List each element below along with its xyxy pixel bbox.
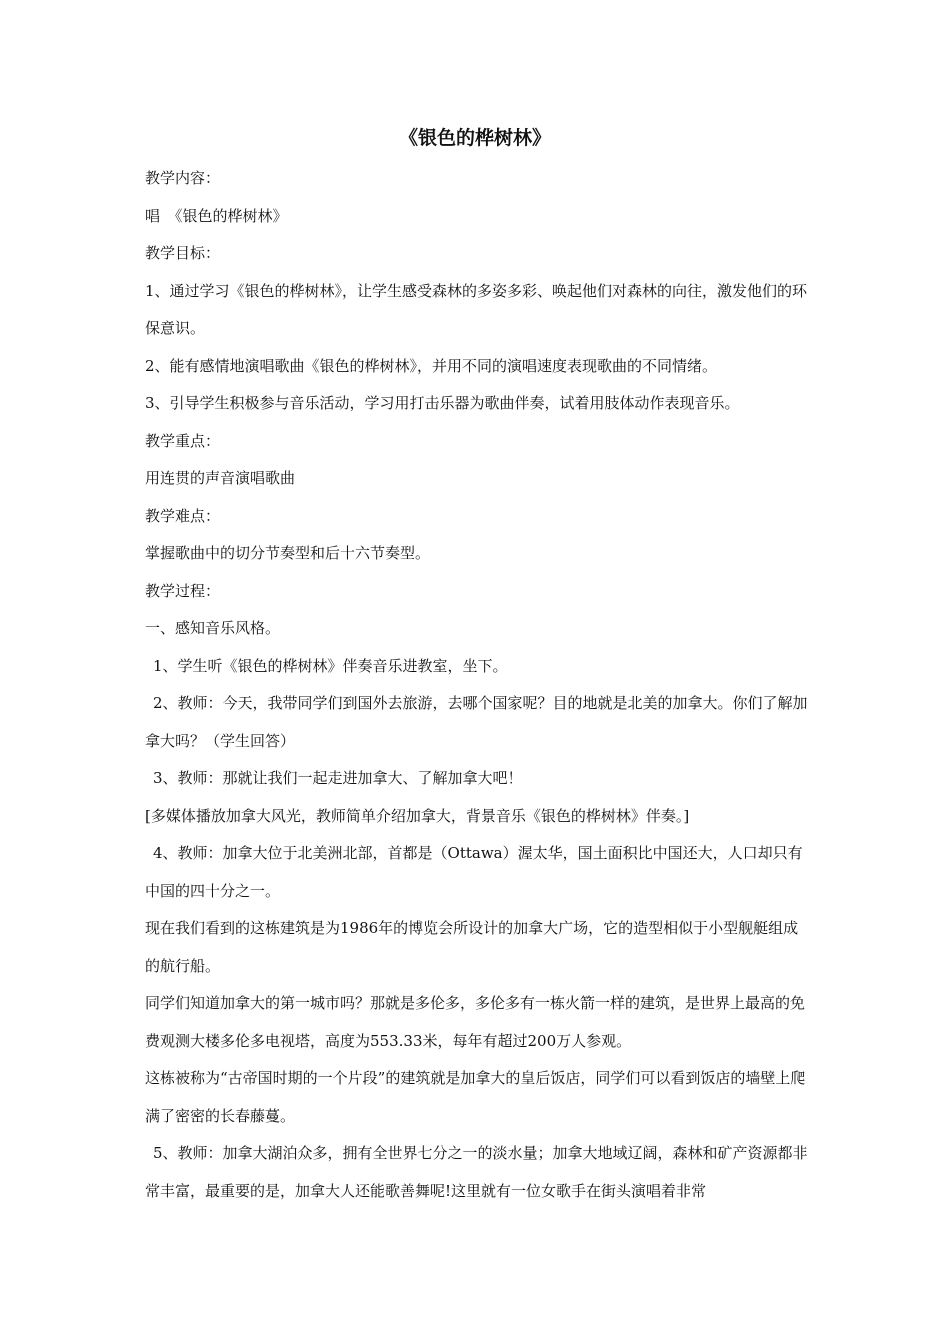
difficulties-text: 掌握歌曲中的切分节奏型和后十六节奏型。 bbox=[145, 544, 431, 562]
process-step-1-heading: 一、感知音乐风格。 bbox=[145, 619, 281, 637]
process-item-4: 4、教师：加拿大位于北美洲北部，首都是（Ottawa）渥太华，国土面积比中国还大，人口却只有中国的四十分之一。 bbox=[145, 844, 803, 900]
media-note: [多媒体播放加拿大风光，教师简单介绍加拿大，背景音乐《银色的桦树林》伴奏。] bbox=[145, 806, 690, 825]
goal-item-3: 3、引导学生积极参与音乐活动，学习用打击乐器为歌曲伴奏，试着用肢体动作表现音乐。 bbox=[145, 394, 740, 412]
canada-place-text: 现在我们看到的这栋建筑是为1986年的博览会所设计的加拿大广场，它的造型相似于小型舰艇组成的航行船。 bbox=[145, 919, 799, 975]
section-heading-difficulties: 教学难点： bbox=[145, 506, 221, 525]
process-item-2: 2、教师：今天，我带同学们到国外去旅游，去哪个国家呢？目的地就是北美的加拿大。你们了解加拿大吗？（学生回答） bbox=[145, 694, 808, 750]
toronto-text: 同学们知道加拿大的第一城市吗？那就是多伦多，多伦多有一栋火箭一样的建筑，是世界上最高的免费观测大楼多伦多电视塔，高度为553.33米，每年有超过200万人参观。 bbox=[145, 994, 806, 1050]
section-heading-process: 教学过程： bbox=[145, 581, 221, 600]
key-points-text: 用连贯的声音演唱歌曲 bbox=[145, 469, 296, 487]
process-item-5: 5、教师：加拿大湖泊众多，拥有全世界七分之一的淡水量；加拿大地域辽阔，森林和矿产资源都非常丰富，最重要的是，加拿大人还能歌善舞呢!这里就有一位女歌手在街头演唱着非常 bbox=[145, 1144, 808, 1200]
hotel-text: 这栋被称为“古帝国时期的一个片段”的建筑就是加拿大的皇后饭店，同学们可以看到饭店的墙壁上爬满了密密的长春藤蔓。 bbox=[145, 1069, 806, 1125]
process-item-3: 3、教师：那就让我们一起走进加拿大、了解加拿大吧！ bbox=[153, 769, 523, 787]
section-heading-goals: 教学目标： bbox=[145, 244, 221, 262]
document-title: 《银色的桦树林》 bbox=[398, 127, 551, 149]
content-text: 唱 《银色的桦树林》 bbox=[145, 206, 288, 225]
document-body bbox=[145, 160, 810, 1210]
process-item-1: 1、学生听《银色的桦树林》伴奏音乐进教室，坐下。 bbox=[153, 656, 508, 675]
section-heading-content: 教学内容： bbox=[145, 169, 221, 187]
goal-item-1: 1、通过学习《银色的桦树林》，让学生感受森林的多姿多彩、唤起他们对森林的向往，激发他们的环保意识。 bbox=[145, 281, 808, 337]
goal-item-2: 2、能有感情地演唱歌曲《银色的桦树林》，并用不同的演唱速度表现歌曲的不同情绪。 bbox=[145, 356, 718, 375]
section-heading-key-points: 教学重点： bbox=[145, 431, 221, 450]
